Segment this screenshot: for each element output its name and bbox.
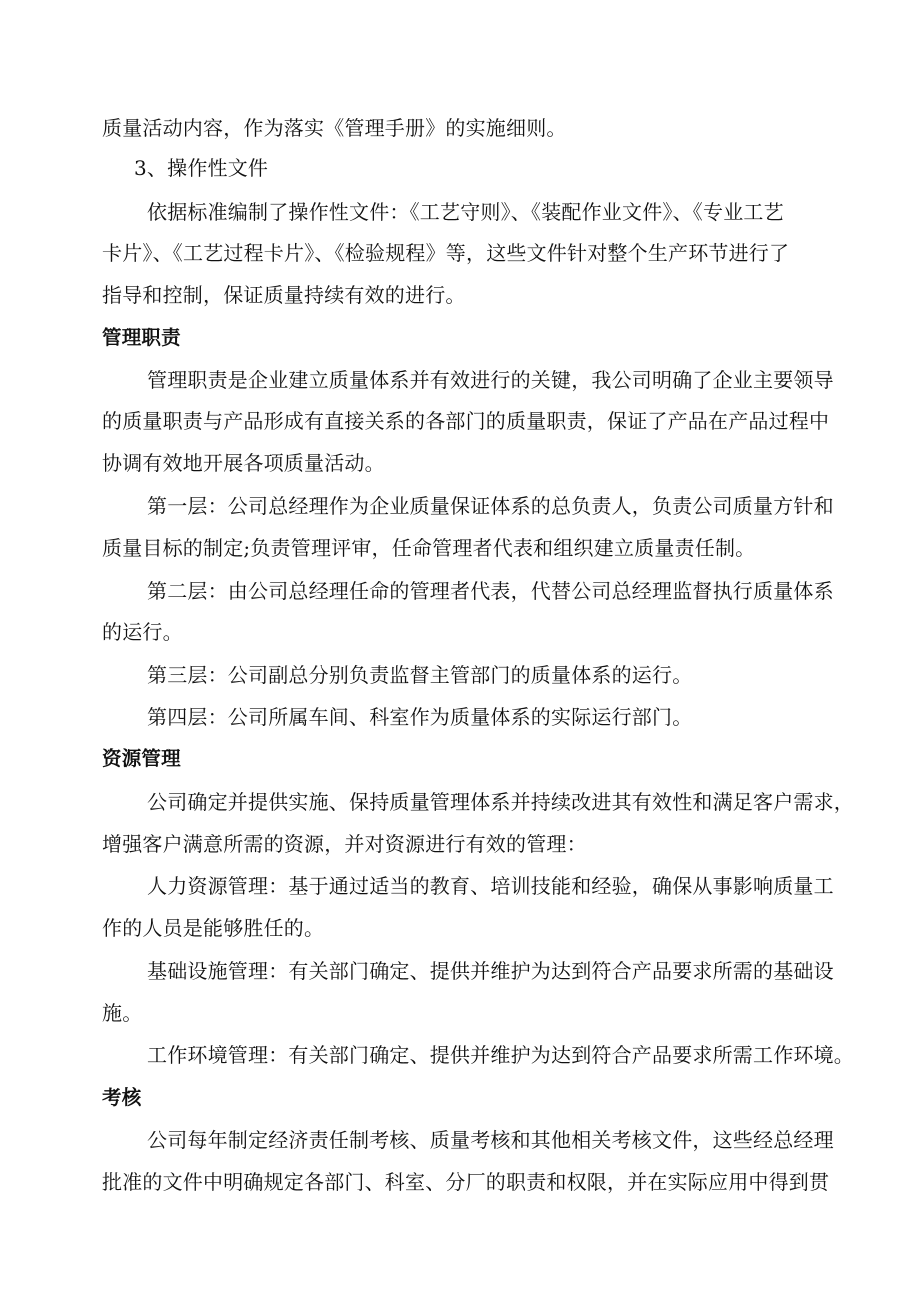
text-line: 质量目标的制定;负责管理评审，任命管理者代表和组织建立质量责任制。 bbox=[102, 536, 756, 560]
text-line: 第三层：公司副总分别负责监督主管部门的质量体系的运行。 bbox=[147, 663, 693, 687]
section-heading: 管理职责 bbox=[102, 326, 181, 349]
text-line: 施。 bbox=[102, 1001, 143, 1025]
subsection-title: 3、操作性文件 bbox=[134, 156, 269, 180]
text-line: 卡片》、《工艺过程卡片》、《检验规程》等，这些文件针对整个生产环节进行了 bbox=[102, 241, 790, 265]
text-line: 协调有效地开展各项质量活动。 bbox=[102, 451, 385, 475]
text-line: 依据标准编制了操作性文件：《工艺守则》、《装配作业文件》、《专业工艺 bbox=[147, 200, 784, 224]
text-line: 作的人员是能够胜任的。 bbox=[102, 916, 325, 940]
text-line: 公司每年制定经济责任制考核、质量考核和其他相关考核文件，这些经总经理 bbox=[147, 1128, 834, 1152]
section-heading: 考核 bbox=[102, 1086, 142, 1109]
text-line: 公司确定并提供实施、保持质量管理体系并持续改进其有效性和满足客户需求， bbox=[147, 790, 854, 814]
text-line: 人力资源管理：基于通过适当的教育、培训技能和经验，确保从事影响质量工 bbox=[147, 874, 834, 898]
text-line: 的运行。 bbox=[102, 620, 183, 644]
section-heading: 资源管理 bbox=[102, 747, 181, 770]
text-line: 增强客户满意所需的资源，并对资源进行有效的管理： bbox=[102, 832, 587, 856]
text-line: 第四层：公司所属车间、科室作为质量体系的实际运行部门。 bbox=[147, 705, 693, 729]
text-line: 批准的文件中明确规定各部门、科室、分厂的职责和权限，并在实际应用中得到贯 bbox=[102, 1170, 830, 1194]
text-line: 管理职责是企业建立质量体系并有效进行的关键，我公司明确了企业主要领导 bbox=[147, 368, 834, 392]
text-line: 指导和控制，保证质量持续有效的进行。 bbox=[102, 283, 466, 307]
text-line: 第一层：公司总经理作为企业质量保证体系的总负责人，负责公司质量方针和 bbox=[147, 494, 834, 518]
text-line: 工作环境管理：有关部门确定、提供并维护为达到符合产品要求所需工作环境。 bbox=[147, 1043, 854, 1067]
text-line: 质量活动内容，作为落实《管理手册》的实施细则。 bbox=[102, 116, 567, 140]
text-line: 的质量职责与产品形成有直接关系的各部门的质量职责，保证了产品在产品过程中 bbox=[102, 409, 830, 433]
text-line: 基础设施管理：有关部门确定、提供并维护为达到符合产品要求所需的基础设 bbox=[147, 959, 834, 983]
text-line: 第二层：由公司总经理任命的管理者代表，代替公司总经理监督执行质量体系 bbox=[147, 579, 834, 603]
